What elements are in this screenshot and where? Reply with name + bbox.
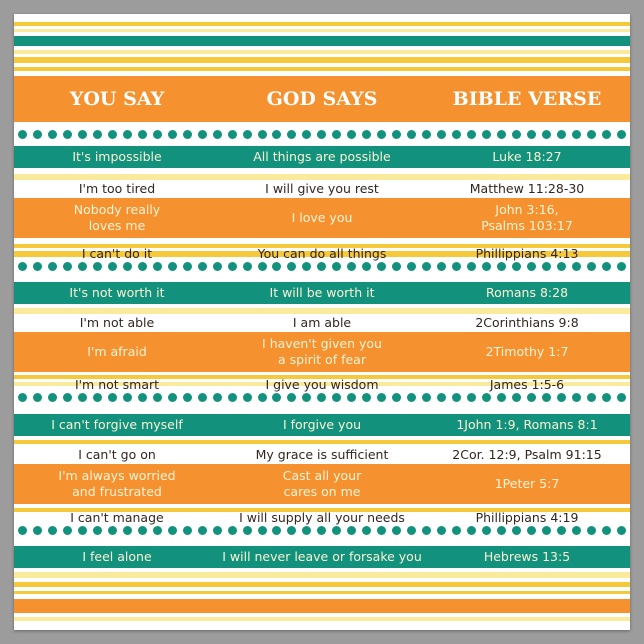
you-say-text: I can't manage bbox=[70, 510, 164, 525]
dot bbox=[362, 130, 371, 139]
dot bbox=[243, 130, 252, 139]
table-row bbox=[14, 509, 630, 527]
stripe bbox=[14, 582, 630, 587]
verse-text: Phillippians 4:13 bbox=[475, 246, 579, 261]
you-say-text: I can't go on bbox=[78, 447, 156, 462]
dot bbox=[512, 130, 521, 139]
you-say-text: It's impossible bbox=[72, 149, 162, 164]
verse-text: John 3:16, Psalms 103:17 bbox=[481, 202, 573, 233]
you-say-text: I feel alone bbox=[82, 549, 152, 564]
you-say-text: I'm always worried and frustrated bbox=[58, 468, 176, 499]
dot bbox=[258, 130, 267, 139]
header-you-say: YOU SAY bbox=[69, 88, 165, 110]
god-says-text: I love you bbox=[291, 210, 353, 225]
dot bbox=[317, 130, 326, 139]
verse-text: 1John 1:9, Romans 8:1 bbox=[456, 417, 598, 432]
dot bbox=[302, 130, 311, 139]
table-row bbox=[14, 332, 630, 372]
you-say-text: I'm afraid bbox=[87, 344, 147, 359]
dot bbox=[602, 130, 611, 139]
stripe bbox=[14, 29, 630, 32]
table-row bbox=[14, 547, 630, 567]
table-row bbox=[14, 376, 630, 394]
stripe bbox=[14, 591, 630, 594]
table-row bbox=[14, 245, 630, 263]
dot bbox=[168, 130, 177, 139]
dot bbox=[33, 130, 42, 139]
dot bbox=[272, 130, 281, 139]
header-bible-verse: BIBLE VERSE bbox=[452, 88, 602, 110]
dot bbox=[153, 130, 162, 139]
dot bbox=[108, 130, 117, 139]
god-says-text: I forgive you bbox=[282, 417, 362, 432]
dot bbox=[332, 130, 341, 139]
verse-text: 1Peter 5:7 bbox=[494, 476, 560, 491]
verse-text: James 1:5-6 bbox=[489, 377, 565, 392]
dot bbox=[407, 130, 416, 139]
table-row bbox=[14, 415, 630, 435]
verse-text: 2Timothy 1:7 bbox=[485, 344, 569, 359]
table-row bbox=[14, 147, 630, 167]
stripe bbox=[14, 617, 630, 621]
dot bbox=[617, 130, 626, 139]
you-say-text: Nobody really loves me bbox=[73, 202, 161, 233]
dot bbox=[572, 130, 581, 139]
header-god-says: GOD SAYS bbox=[266, 88, 378, 110]
god-says-text: I haven't given you a spirit of fear bbox=[262, 336, 382, 367]
poster bbox=[14, 14, 630, 630]
verse-text: Matthew 11:28-30 bbox=[469, 181, 585, 196]
dot bbox=[467, 130, 476, 139]
dot bbox=[213, 130, 222, 139]
table-row bbox=[14, 180, 630, 198]
dot bbox=[287, 130, 296, 139]
you-say-text: I can't forgive myself bbox=[51, 417, 183, 432]
table-row bbox=[14, 314, 630, 332]
stripe bbox=[14, 67, 630, 71]
verse-text: Hebrews 13:5 bbox=[483, 549, 571, 564]
god-says-text: I will never leave or forsake you bbox=[222, 549, 422, 564]
dot bbox=[93, 130, 102, 139]
column-headers bbox=[14, 84, 630, 114]
dot bbox=[422, 130, 431, 139]
god-says-text: I will supply all your needs bbox=[239, 510, 405, 525]
table-row bbox=[14, 283, 630, 303]
dot bbox=[497, 130, 506, 139]
dot bbox=[138, 130, 147, 139]
dot bbox=[482, 130, 491, 139]
you-say-text: I'm not able bbox=[79, 315, 155, 330]
dot bbox=[377, 130, 386, 139]
dot bbox=[228, 130, 237, 139]
you-say-text: I can't do it bbox=[81, 246, 153, 261]
you-say-text: I'm too tired bbox=[78, 181, 156, 196]
god-says-text: I give you wisdom bbox=[265, 377, 379, 392]
verse-text: Luke 18:27 bbox=[492, 149, 562, 164]
dot bbox=[527, 130, 536, 139]
dot bbox=[452, 130, 461, 139]
dot bbox=[78, 130, 87, 139]
god-says-text: I am able bbox=[292, 315, 352, 330]
god-says-text: You can do all things bbox=[257, 246, 387, 261]
stripe bbox=[14, 22, 630, 26]
stripe bbox=[14, 572, 630, 578]
stripe bbox=[14, 50, 630, 54]
dot bbox=[183, 130, 192, 139]
dot bbox=[123, 130, 132, 139]
god-says-text: I will give you rest bbox=[265, 181, 379, 196]
dot bbox=[437, 130, 446, 139]
god-says-text: All things are possible bbox=[253, 149, 391, 164]
dot bbox=[18, 130, 27, 139]
verse-text: Romans 8:28 bbox=[485, 285, 569, 300]
verse-text: 2Cor. 12:9, Psalm 91:15 bbox=[452, 447, 602, 462]
you-say-text: It's not worth it bbox=[69, 285, 165, 300]
dot bbox=[63, 130, 72, 139]
table-row bbox=[14, 198, 630, 238]
god-says-text: Cast all your cares on me bbox=[282, 468, 362, 499]
table-row bbox=[14, 464, 630, 504]
dot bbox=[557, 130, 566, 139]
table-row bbox=[14, 446, 630, 464]
verse-text: Phillippians 4:19 bbox=[475, 510, 579, 525]
stripe bbox=[14, 36, 630, 46]
god-says-text: It will be worth it bbox=[269, 285, 375, 300]
dot-row bbox=[14, 128, 630, 140]
dot bbox=[392, 130, 401, 139]
stripe bbox=[14, 599, 630, 613]
dot bbox=[347, 130, 356, 139]
dot bbox=[48, 130, 57, 139]
verse-text: 2Corinthians 9:8 bbox=[475, 315, 579, 330]
dot bbox=[587, 130, 596, 139]
dot bbox=[542, 130, 551, 139]
stripe bbox=[14, 57, 630, 63]
stripe bbox=[14, 440, 630, 444]
god-says-text: My grace is sufficient bbox=[255, 447, 389, 462]
you-say-text: I'm not smart bbox=[74, 377, 160, 392]
dot bbox=[198, 130, 207, 139]
